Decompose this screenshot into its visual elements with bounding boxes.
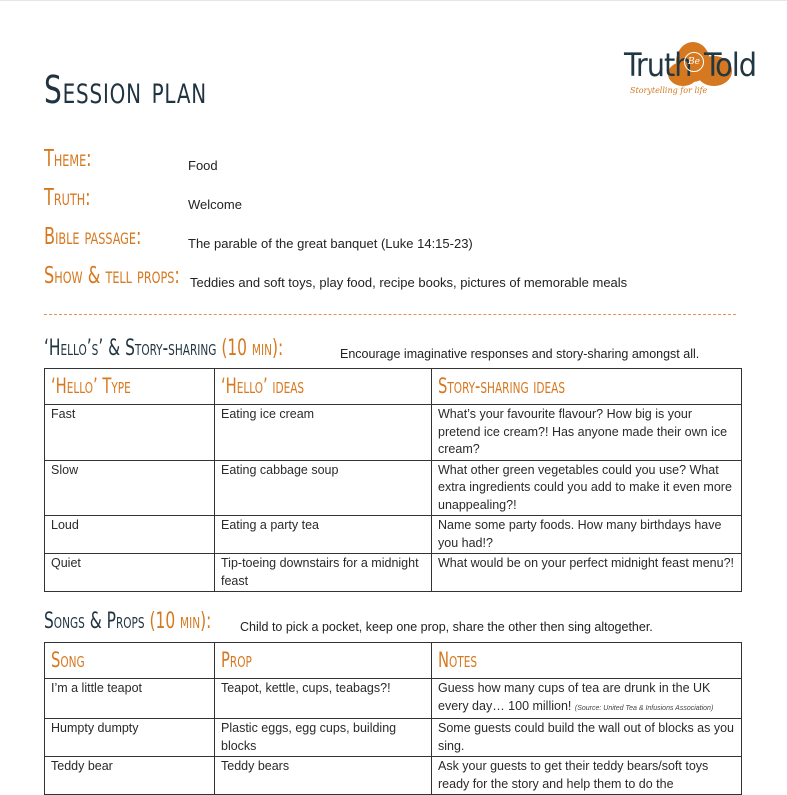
table-row <box>45 554 742 592</box>
table-cell: Slow <box>45 460 215 516</box>
table-cell: Eating ice cream <box>215 405 432 461</box>
table-cell: Plastic eggs, egg cups, building blocks <box>215 719 432 757</box>
source-note: (Source: United Tea & Infusions Association) <box>574 704 714 712</box>
table-cell: Fast <box>45 405 215 461</box>
hello-section-heading: ‘Hello’s’ & Story-sharing (10 min): Encourage imaginative responses and story-sharing amongst all. <box>44 336 700 361</box>
table-cell: Teapot, kettle, cups, teabags?! <box>215 679 432 719</box>
hello-table <box>44 368 742 592</box>
theme-label: Theme: <box>44 146 92 172</box>
table-cell: Humpty dumpty <box>45 719 215 757</box>
show-tell-props-label: Show & tell props: <box>44 263 180 289</box>
table-cell: Tip-toeing downstairs for a midnight feast <box>215 554 432 592</box>
table-cell: Some guests could build the wall out of blocks as you sing. <box>432 719 742 757</box>
table-cell: Quiet <box>45 554 215 592</box>
theme-value: Food <box>188 158 218 173</box>
show-tell-props-value: Teddies and soft toys, play food, recipe books, pictures of memorable meals <box>190 275 628 290</box>
page-title: Session plan <box>44 68 208 112</box>
table-row <box>45 757 742 795</box>
column-header: ‘Hello’ Type <box>45 369 215 405</box>
table-row <box>45 679 742 719</box>
truth-label: Truth: <box>44 185 91 211</box>
table-header-row <box>45 369 742 405</box>
table-cell: Ask your guests to get their teddy bears/soft toys ready for the story and help them to do the <box>432 757 742 795</box>
column-header: Song <box>45 643 215 679</box>
column-header: Story-sharing ideas <box>432 369 742 405</box>
bible-passage-label: Bible passage: <box>44 224 142 250</box>
column-header: Prop <box>215 643 432 679</box>
column-header: ‘Hello’ ideas <box>215 369 432 405</box>
table-row <box>45 405 742 461</box>
column-header: Notes <box>432 643 742 679</box>
table-row <box>45 719 742 757</box>
truth-value: Welcome <box>188 197 242 212</box>
table-cell: I’m a little teapot <box>45 679 215 719</box>
table-cell: Loud <box>45 516 215 554</box>
table-cell: Guess how many cups of tea are drunk in the UK every day… 100 million! (Source: United Tea & Infusions Association) <box>432 679 742 719</box>
songs-section-heading: Songs & Props (10 min): Child to pick a pocket, keep one prop, share the other then sing altogether. <box>44 609 653 634</box>
table-cell: What other green vegetables could you use? What extra ingredients could you add to make it even more unappealing?! <box>432 460 742 516</box>
table-row <box>45 516 742 554</box>
table-header-row <box>45 643 742 679</box>
songs-table <box>44 642 742 795</box>
table-cell: Teddy bears <box>215 757 432 795</box>
table-cell: Name some party foods. How many birthdays have you had!? <box>432 516 742 554</box>
table-cell: Teddy bear <box>45 757 215 795</box>
table-row <box>45 460 742 516</box>
table-cell: Eating cabbage soup <box>215 460 432 516</box>
hello-section-description: Encourage imaginative responses and story-sharing amongst all. <box>340 347 700 361</box>
table-cell: What’s your favourite flavour? How big is your pretend ice cream?! Has anyone made their own ice cream? <box>432 405 742 461</box>
page-top-border <box>0 0 787 1</box>
table-cell: What would be on your perfect midnight feast menu?! <box>432 554 742 592</box>
section-divider <box>44 314 736 315</box>
truth-be-told-logo: Truth Be Told Storytelling for life <box>624 40 748 100</box>
songs-section-description: Child to pick a pocket, keep one prop, share the other then sing altogether. <box>240 620 653 634</box>
bible-passage-value: The parable of the great banquet (Luke 14:15-23) <box>188 236 473 251</box>
table-cell: Eating a party tea <box>215 516 432 554</box>
